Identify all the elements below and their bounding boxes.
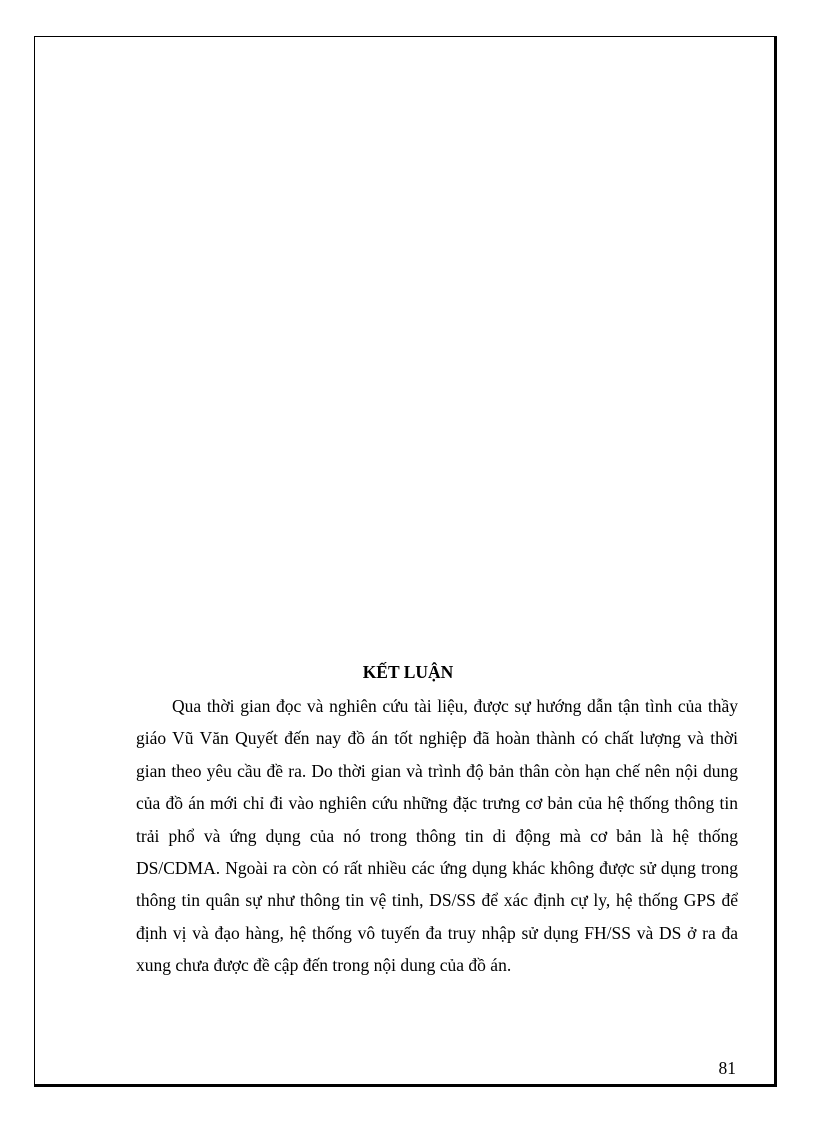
section-title: KẾT LUẬN xyxy=(362,662,454,682)
page-number: 81 xyxy=(718,1058,736,1078)
conclusion-paragraph: Qua thời gian đọc và nghiên cứu tài liệu, được sự hướng dẫn tận tình của thầy giáo Vũ Văn Quyết đến nay đồ án tốt nghiệp đã hoàn thành có chất lượng và thời gian theo yêu cầu đề ra. Do thời gian và trình độ bản thân còn hạn chế nên nội dung của đồ án mới chỉ đi vào nghiên cứu những đặc trưng cơ bản của hệ thống thông tin trải phổ và ứng dụng của nó trong thông tin di động mà cơ bản là hệ thống DS/CDMA. Ngoài ra còn có rất nhiều các ứng dụng khác không được sử dụng trong thông tin quân sự như thông tin vệ tinh, DS/SS để xác định cự ly, hệ thống GPS để định vị và đạo hàng, hệ thống vô tuyến đa truy nhập sử dụng FH/SS và DS ở ra đa xung chưa được đề cập đến trong nội dung của đồ án. xyxy=(136,696,738,976)
